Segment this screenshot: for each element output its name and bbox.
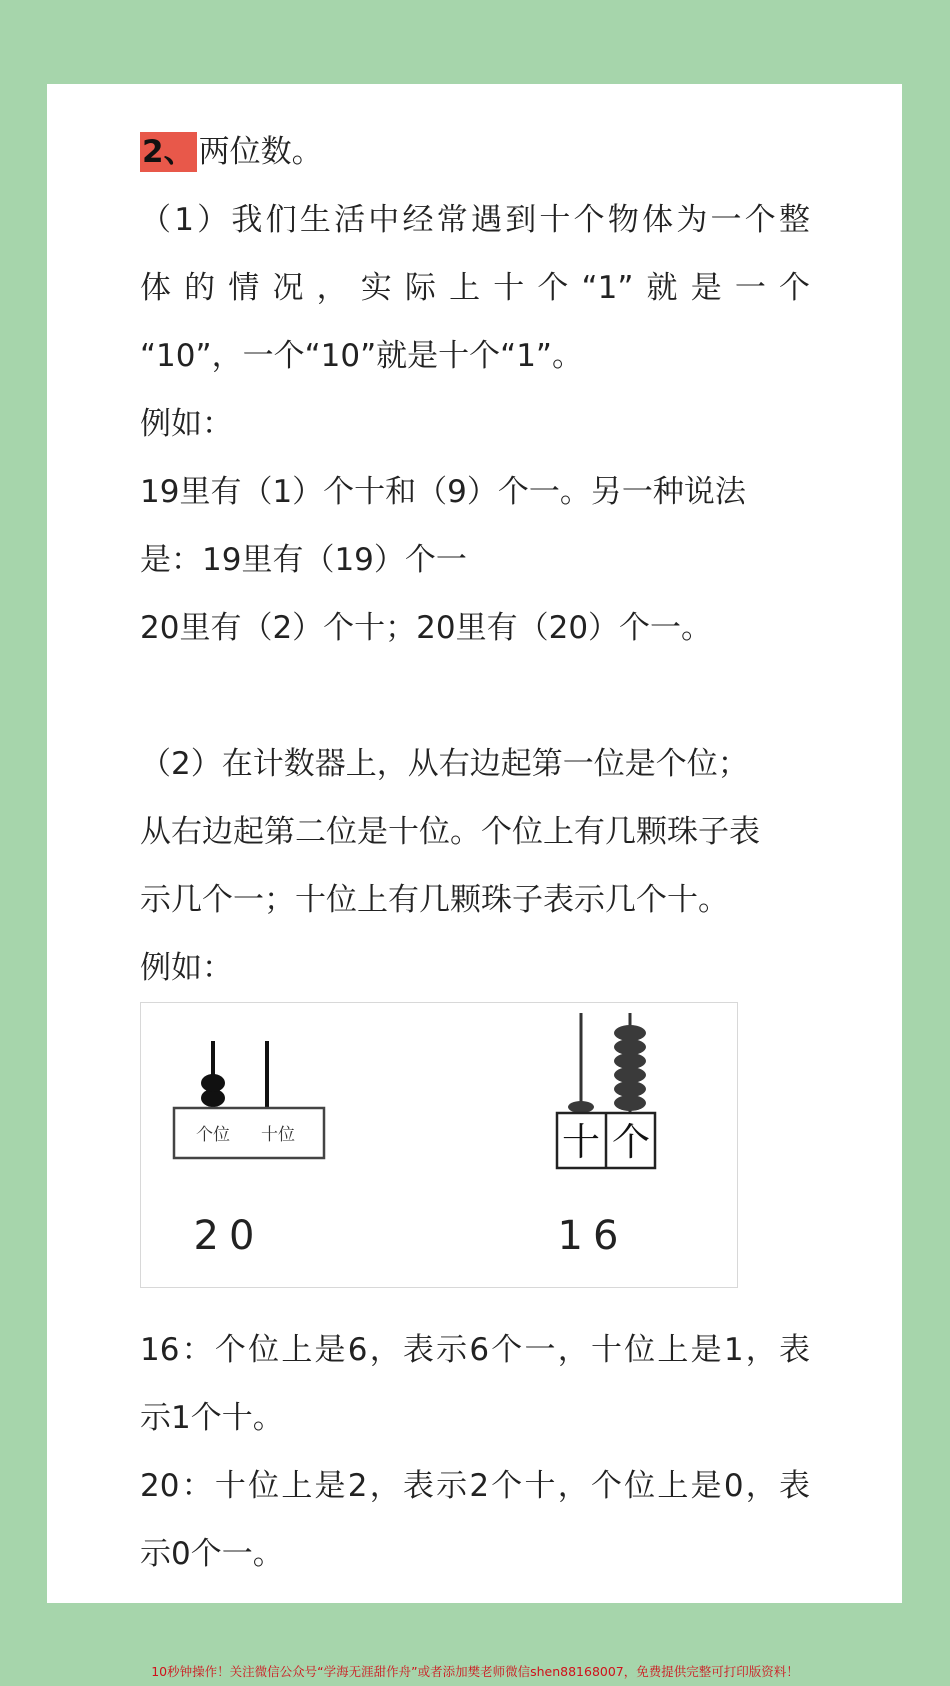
- abacus-bead: [614, 1025, 646, 1041]
- part1-line-2: 体的情况，实际上十个“1”就是一个: [140, 270, 810, 306]
- abacus-bead: [568, 1101, 594, 1113]
- abacus-20-number: 20: [193, 1213, 265, 1259]
- abacus-16-beads-left: [568, 1101, 594, 1113]
- abacus-20-label-left: 个位: [196, 1125, 230, 1145]
- explain-line-4: 示0个一。: [140, 1536, 284, 1572]
- section-number-badge: 2、: [142, 134, 195, 170]
- abacus-bead: [614, 1081, 646, 1097]
- abacus-figure: [140, 1002, 738, 1288]
- abacus-16-label-left: 十: [561, 1120, 601, 1164]
- abacus-bead: [201, 1074, 225, 1092]
- section-title: 两位数。: [198, 134, 323, 170]
- abacus-bead: [614, 1067, 646, 1083]
- example-line-1: 19里有（1）个十和（9）个一。另一种说法: [140, 474, 746, 510]
- abacus-bead: [614, 1053, 646, 1069]
- explain-line-2: 示1个十。: [140, 1400, 284, 1436]
- abacus-16-number: 16: [557, 1213, 629, 1259]
- abacus-16: [557, 1013, 655, 1259]
- section-heading: [140, 132, 323, 172]
- abacus-16-beads-right: [614, 1025, 646, 1111]
- explain-line-1: 16：个位上是6，表示6个一，十位上是1，表: [140, 1332, 810, 1368]
- footer-promo-text: 10秒钟操作！关注微信公众号“学海无涯甜作舟”或者添加樊老师微信shen88168007，免费提供完整可打印版资料！: [151, 1664, 799, 1679]
- abacus-20: [174, 1041, 324, 1259]
- abacus-bead: [614, 1039, 646, 1055]
- abacus-bead: [614, 1095, 646, 1111]
- abacus-16-label-right: 个: [611, 1120, 651, 1164]
- part2-line-3: 示几个一；十位上有几颗珠子表示几个十。: [140, 882, 729, 918]
- example-line-3: 20里有（2）个十；20里有（20）个一。: [140, 610, 713, 646]
- part2-line-1: （2）在计数器上，从右边起第一位是个位；: [140, 746, 749, 782]
- explain-line-3: 20：十位上是2，表示2个十，个位上是0，表: [140, 1468, 810, 1504]
- part1-line-1: （1）我们生活中经常遇到十个物体为一个整: [140, 202, 810, 238]
- abacus-illustration: [141, 1003, 737, 1287]
- abacus-20-beads-left: [201, 1074, 225, 1107]
- part2-line-2: 从右边起第二位是十位。个位上有几颗珠子表: [140, 814, 760, 850]
- abacus-20-label-right: 十位: [261, 1125, 295, 1145]
- example-label-1: 例如：: [140, 406, 233, 442]
- part1-line-3: “10”，一个“10”就是十个“1”。: [140, 338, 583, 374]
- example-label-2: 例如：: [140, 950, 233, 986]
- example-line-2: 是：19里有（19）个一: [140, 542, 467, 578]
